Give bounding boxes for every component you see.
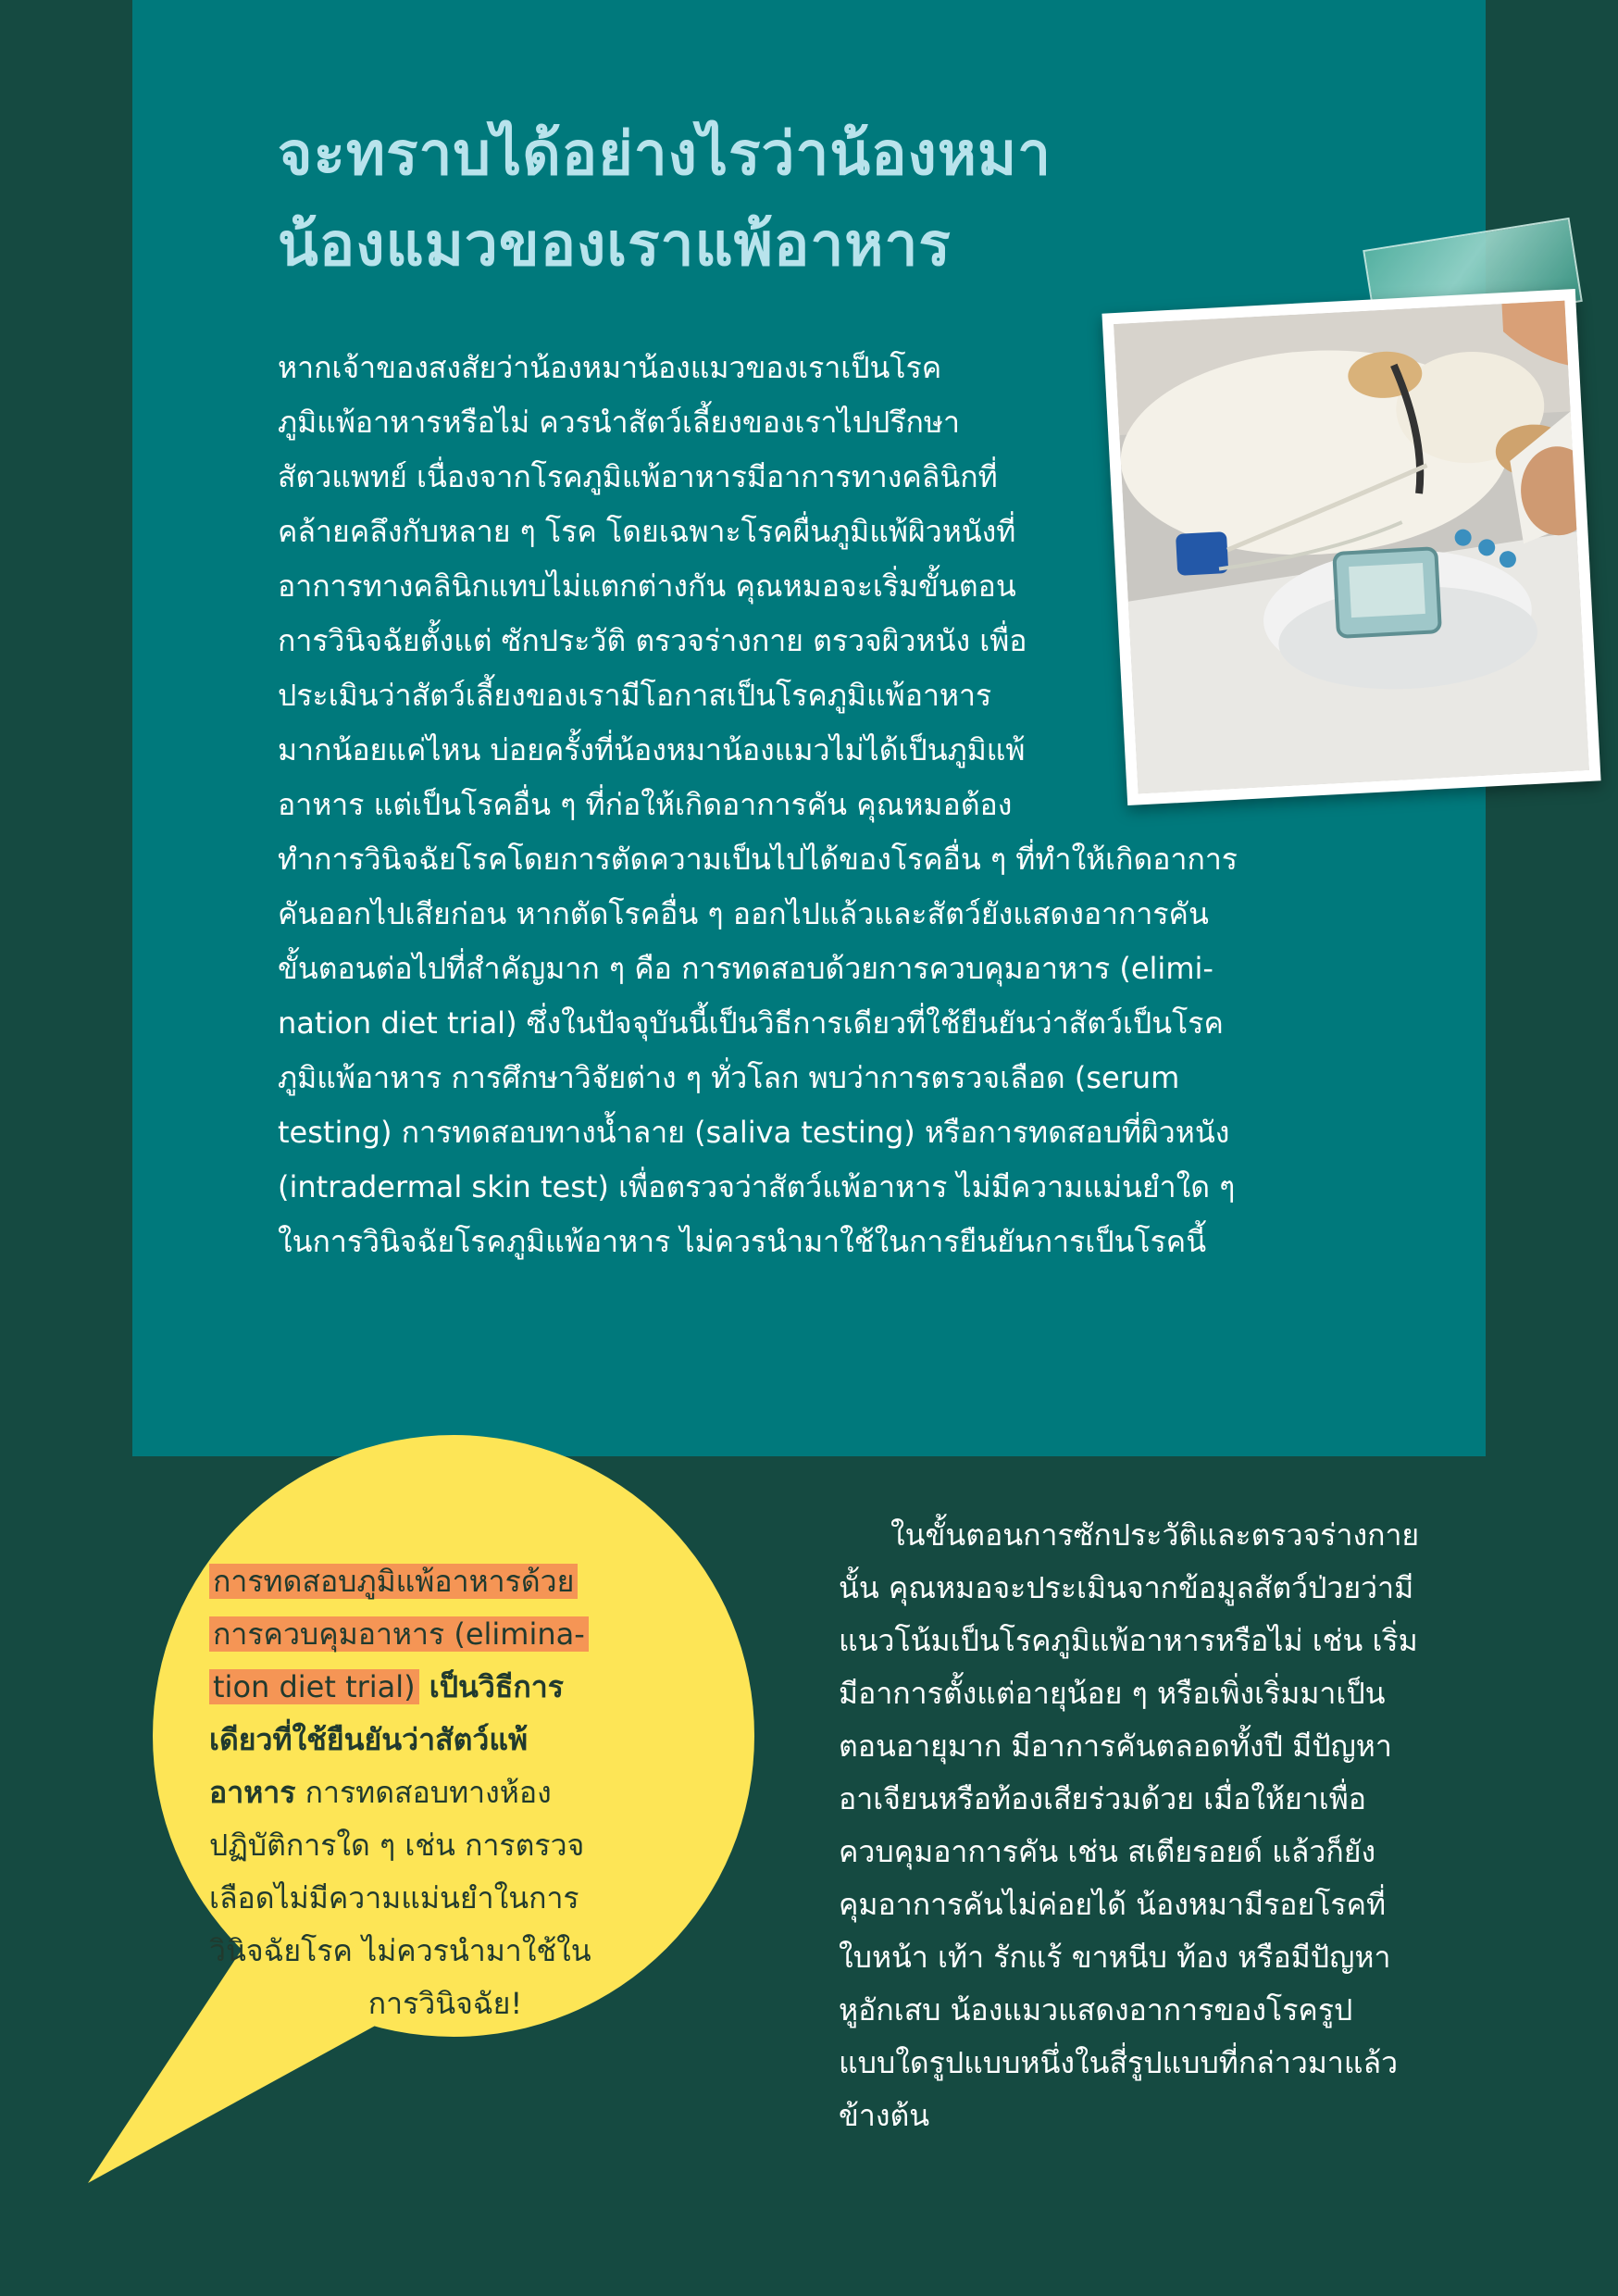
right-line: หูอักเสบ น้องแมวแสดงอาการของโรครูป bbox=[839, 1992, 1353, 2028]
right-line: ควบคุมอาการคัน เช่น สเตียรอยด์ แล้วก็ยัง bbox=[839, 1834, 1376, 1869]
bubble-text-6: ปฏิบัติการใด ๆ เช่น การตรวจ bbox=[209, 1828, 585, 1863]
intro-line: หากเจ้าของสงสัยว่าน้องหมาน้องแมวของเราเป็นโรค bbox=[278, 350, 942, 385]
right-line: อาเจียนหรือท้องเสียร่วมด้วย เมื่อให้ยาเพื่อ bbox=[839, 1781, 1367, 1816]
intro-line: nation diet trial) ซึ่งในปัจจุบันนี้เป็นวิธีการเดียวที่ใช้ยืนยันว่าสัตว์เป็นโรค bbox=[278, 1005, 1224, 1041]
right-line: ในขั้นตอนการซักประวัติและตรวจร่างกาย bbox=[890, 1517, 1420, 1553]
right-column-paragraph bbox=[839, 1509, 1487, 2142]
right-line: ข้างต้น bbox=[839, 2098, 930, 2133]
right-line: มีอาการตั้งแต่อายุน้อย ๆ หรือเพิ่งเริ่มมาเป็น bbox=[839, 1676, 1386, 1711]
intro-line: (intradermal skin test) เพื่อตรวจว่าสัตว์แพ้อาหาร ไม่มีความแม่นยำใด ๆ bbox=[278, 1169, 1236, 1204]
bubble-bold-3: เป็นวิธีการ bbox=[418, 1669, 564, 1704]
bubble-highlight-3: tion diet trial) bbox=[209, 1669, 419, 1704]
right-line: ใบหน้า เท้า รักแร้ ขาหนีบ ท้อง หรือมีปัญหา bbox=[839, 1940, 1391, 1975]
bubble-highlight-2: การควบคุมอาหาร (elimina- bbox=[209, 1616, 589, 1652]
intro-line: สัตวแพทย์ เนื่องจากโรคภูมิแพ้อาหารมีอาการทางคลินิกที่ bbox=[278, 459, 998, 494]
intro-line: ประเมินว่าสัตว์เลี้ยงของเรามีโอกาสเป็นโรคภูมิแพ้อาหาร bbox=[278, 678, 992, 713]
title-line-2: น้องแมวของเราแพ้อาหาร bbox=[278, 211, 952, 280]
intro-line: ทำการวินิจฉัยโรคโดยการตัดความเป็นไปได้ของโรคอื่น ๆ ที่ทำให้เกิดอาการ bbox=[278, 842, 1238, 877]
intro-line: คล้ายคลึงกับหลาย ๆ โรค โดยเฉพาะโรคผื่นภูมิแพ้ผิวหนังที่ bbox=[278, 514, 1016, 549]
page-title bbox=[278, 109, 1296, 291]
bubble-text bbox=[209, 1555, 681, 2030]
bubble-highlight-1: การทดสอบภูมิแพ้อาหารด้วย bbox=[209, 1564, 578, 1599]
intro-line: ภูมิแพ้อาหาร การศึกษาวิจัยต่าง ๆ ทั่วโลก พบว่าการตรวจเลือด (serum bbox=[278, 1060, 1180, 1095]
bubble-bold-5: อาหาร bbox=[209, 1775, 296, 1810]
intro-line: ในการวินิจฉัยโรคภูมิแพ้อาหาร ไม่ควรนำมาใช้ในการยืนยันการเป็นโรคนี้ bbox=[278, 1224, 1207, 1259]
right-line: แบบใดรูปแบบหนึ่งในสี่รูปแบบที่กล่าวมาแล้ว bbox=[839, 2045, 1399, 2080]
dog-vet-photo bbox=[1101, 289, 1600, 805]
intro-line: อาการทางคลินิกแทบไม่แตกต่างกัน คุณหมอจะเริ่มขั้นตอน bbox=[278, 568, 1016, 604]
right-line: คุมอาการคันไม่ค่อยได้ น้องหมามีรอยโรคที่ bbox=[839, 1887, 1387, 1922]
dog-vet-illustration bbox=[1114, 301, 1589, 794]
title-line-1: จะทราบได้อย่างไรว่าน้องหมา bbox=[278, 120, 1052, 189]
intro-line: มากน้อยแค่ไหน บ่อยครั้งที่น้องหมาน้องแมวไม่ได้เป็นภูมิแพ้ bbox=[278, 732, 1026, 767]
bubble-text-7: เลือดไม่มีความแม่นยำในการ bbox=[209, 1880, 579, 1915]
intro-line: อาหาร แต่เป็นโรคอื่น ๆ ที่ก่อให้เกิดอาการคัน คุณหมอต้อง bbox=[278, 787, 1013, 822]
right-line: ตอนอายุมาก มีอาการคันตลอดทั้งปี มีปัญหา bbox=[839, 1728, 1392, 1764]
bubble-text-5: การทดสอบทางห้อง bbox=[295, 1775, 552, 1810]
intro-line: คันออกไปเสียก่อน หากตัดโรคอื่น ๆ ออกไปแล้วและสัตว์ยังแสดงอาการคัน bbox=[278, 896, 1209, 931]
intro-line: testing) การทดสอบทางน้ำลาย (saliva testing) หรือการทดสอบที่ผิวหนัง bbox=[278, 1115, 1230, 1150]
right-line: นั้น คุณหมอจะประเมินจากข้อมูลสัตว์ป่วยว่ามี bbox=[839, 1570, 1414, 1605]
bubble-text-9: การวินิจฉัย! bbox=[367, 1986, 523, 2021]
intro-line: การวินิจฉัยตั้งแต่ ซักประวัติ ตรวจร่างกาย ตรวจผิวหนัง เพื่อ bbox=[278, 623, 1027, 658]
bubble-text-8: วินิจฉัยโรค ไม่ควรนำมาใช้ใน bbox=[209, 1933, 591, 1968]
right-line: แนวโน้มเป็นโรคภูมิแพ้อาหารหรือไม่ เช่น เริ่ม bbox=[839, 1623, 1418, 1658]
intro-line: ภูมิแพ้อาหารหรือไม่ ควรนำสัตว์เลี้ยงของเราไปปรึกษา bbox=[278, 405, 960, 440]
bubble-bold-4: เดียวที่ใช้ยืนยันว่าสัตว์แพ้ bbox=[209, 1722, 529, 1757]
intro-line: ขั้นตอนต่อไปที่สำคัญมาก ๆ คือ การทดสอบด้วยการควบคุมอาหาร (elimi- bbox=[278, 951, 1214, 986]
